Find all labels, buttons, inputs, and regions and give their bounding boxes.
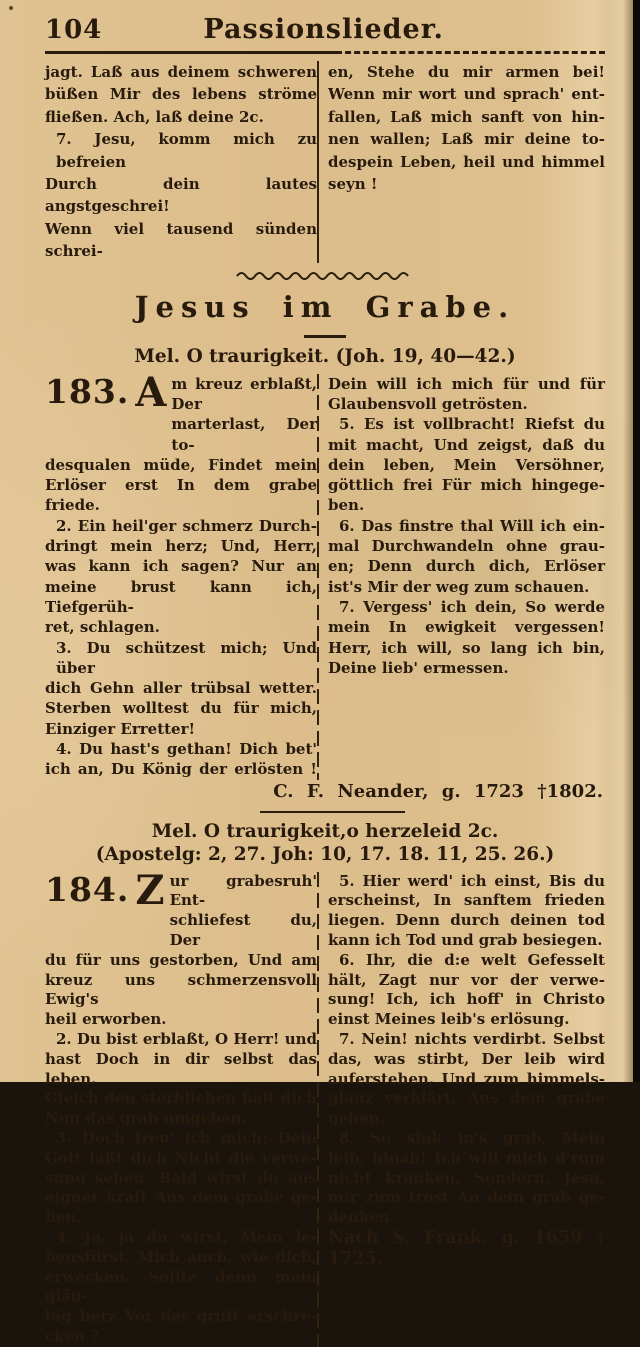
book-edge-shadow [633,0,640,1082]
text-line: du für uns gestorben, Und am [45,950,317,969]
text-line: Sterben wolltest du für mich, [45,699,317,718]
text-line: en; Denn durch dich, Erlöser [328,557,605,576]
text-line: en, Stehe du mir armen bei! [328,63,605,81]
text-line: hält, Zagt nur vor der verwe- [328,970,605,989]
text-line: Herr, ich will, so lang ich bin, [328,638,605,657]
text-line: marterlast, Der to- [171,415,317,454]
text-line: cken ? [45,1326,99,1345]
text-line: ist's Mir der weg zum schauen. [328,577,590,596]
text-line: Glaubensvoll getrösten. [328,394,528,413]
hymn-183-attribution: C. F. Neander, g. 1723 †1802. [273,780,603,802]
hymn-183-left-column [45,368,317,780]
text-line: ur grabesruh' Ent- [169,871,317,910]
text-line: hast Doch in dir selbst das leben. [45,1049,317,1088]
top-left-column [45,61,317,263]
text-line: ich an, Du König der erlösten ! [45,760,317,779]
text-line: was kann ich sagen? Nur an [45,557,317,576]
hymn-183 [45,368,605,780]
page-edge-highlight [607,0,633,1082]
ink-speck [9,6,13,10]
text-line: dich Gehn aller trübsal wetter. [45,679,317,698]
text-line: denken. [328,1208,396,1227]
hymn-184-attribution: Nach S. Frank. g. 1659 † 1725. [328,1227,605,1269]
hymn-183-first-lines [171,374,317,455]
hymn-184-melody: Mel. O traurigkeit,o herzeleid 2c. [151,820,499,842]
text-line: fallen, Laß mich sanft von hin- [328,107,605,126]
text-line: ret, schlagen. [45,618,160,637]
text-line: jagt. Laß aus deinem schweren [45,63,317,81]
text-line: Gleich den sterblichen hält dich [45,1089,317,1108]
wavy-divider [235,269,415,281]
text-line: 4. Du hast's gethan! Dich bet' [56,740,317,758]
text-line: eigner kraft Aus dem grabe ge- [45,1188,317,1207]
text-line: schliefest du, Der [169,911,317,949]
text-line: fließen. Ach, laß deine 2c. [45,107,264,126]
section-title: Jesus im Grabe. [134,289,516,324]
text-line: sung sehen. Bald wirst du aus [45,1168,317,1187]
text-line: dringt mein herz; Und, Herr, [45,537,317,556]
hymn-184-first-lines [170,872,317,951]
text-line: 7. Jesu, komm mich zu befreien [56,130,317,171]
text-line: nen wallen; Laß mir deine to- [328,130,605,149]
hymn-184-scripture: (Apostelg: 2, 27. Joh: 10, 17. 18. 11, 25. 26.) [95,843,555,865]
text-line: Gott läßt dich Nicht die verwe- [45,1148,317,1167]
text-line: big herz Vor der gruft erschre- [45,1307,317,1326]
header-rule-solid [45,51,336,54]
text-line: 7. Vergess' ich dein, So werde [339,597,605,616]
text-line: büßen Mir des lebens ströme [45,85,317,104]
text-line: hen. [45,1208,82,1227]
text-line: sung! Ich, ich hoff' in Christo [328,990,605,1009]
text-line: bensfürst, Mich auch, wie dich, [45,1247,317,1266]
hymn-184 [45,866,605,1347]
section-rule [304,335,346,338]
text-line: 5. Es ist vollbracht! Riefst du [339,415,605,434]
text-line: leib, hinab! Ich will mich d'rum [328,1148,605,1167]
text-line: 3. Du schützest mich; Und über [56,638,317,677]
top-section [45,61,605,263]
text-line: 6. Das finstre thal Will ich ein- [339,516,605,535]
text-line: 2. Du bist erblaßt, O Herr! und [56,1029,317,1048]
text-line: Deine lieb' ermessen. [328,658,509,677]
text-line: mein In ewigkeit vergessen! [328,618,605,637]
text-line: das, was stirbt, Der leib wird [328,1049,605,1068]
text-line: göttlich frei Für mich hingege- [328,476,605,495]
text-line: nicht kränken, Sondern, Jesu, [328,1168,605,1187]
hymn-183-melody: Mel. O traurigkeit. (Joh. 19, 40—42.) [134,345,516,367]
hymn-184-right-lines [328,872,605,1228]
text-line: ben. [328,496,365,515]
text-line: Wenn viel tausend sünden schrei- [45,219,317,261]
text-line: einst Meines leib's erlösung. [328,1010,570,1029]
text-line: mir zum trost An dein grab ge- [328,1188,605,1207]
page-number: 104 [45,15,103,45]
text-line: gehen. [328,1109,385,1128]
text-line: mal Durchwandeln ohne grau- [328,537,605,556]
hymn-184-opening [45,866,317,951]
text-line: Durch dein lautes angstgeschrei! [45,175,317,216]
text-line: 3. Doch freu' ich mich; Dein [56,1128,317,1147]
running-header [45,14,605,48]
hymn-184-left-lines [45,951,317,1347]
text-line: auferstehen, Und zum himmels- [328,1069,605,1088]
hymn-184-right-column [319,872,605,1347]
text-line: m kreuz erblaßt, Der [171,374,317,413]
hymn-separator-rule [260,811,405,813]
top-right-column [319,61,605,263]
text-line: meine brust kann ich, Tiefgerüh- [45,577,317,616]
text-line: Einziger Erretter! [45,719,196,738]
text-line: 7. Nein! nichts verdirbt. Selbst [339,1029,605,1048]
text-line: liegen. Denn durch deinen tod [328,911,605,930]
hymn-184-number: 184. [45,869,130,909]
text-line: 8. So sink in's grab, Mein [339,1128,605,1147]
text-line: kreuz uns schmerzensvoll Ewig's [45,970,317,1009]
text-line: mit macht, Und zeigst, daß du [328,435,605,454]
hymn-183-left-lines [45,455,317,780]
text-line: desqualen müde, Findet mein [45,455,317,474]
hymn-183-opening [45,368,317,455]
text-line: erscheinst, In sanftem frieden [328,891,605,910]
text-line: Erlöser erst In dem grabe friede. [45,476,317,515]
text-line: kann ich Tod und grab besiegen. [328,930,603,949]
text-line: Nun das grab umgeben. [45,1109,247,1128]
text-line: glanz verklärt, Aus dem grabe [328,1089,605,1108]
text-line: seyn ! [328,175,378,194]
hymn-183-number: 183. [45,371,130,411]
hymn-184-dropcap: Z [135,866,165,914]
text-line: Dein will ich mich für und für [328,374,605,393]
text-line: dein leben, Mein Versöhner, [328,455,605,474]
header-rule-dashed [336,51,605,54]
text-line: despein Leben, heil und himmel [328,152,605,171]
header-rule [45,51,605,54]
text-line: 5. Hier werd' ich einst, Bis du [339,871,605,890]
text-line: Wenn mir wort und sprach' ent- [328,85,605,104]
text-line: 2. Ein heil'ger schmerz Durch- [56,516,317,535]
page-content [45,14,605,1347]
text-line: erwecken. Sollte denn mein gläu- [45,1267,317,1306]
text-line: heil erworben. [45,1010,167,1029]
page-title: Passionslieder. [203,14,444,45]
hymn-184-left-column [45,866,317,1347]
text-line: 6. Ihr, die d:e welt Gefesselt [339,950,605,969]
text-line: 4. Ja, ja du wirst, Mein le- [56,1227,317,1246]
hymn-183-right-column [319,374,605,780]
hymn-183-dropcap: A [135,368,167,416]
